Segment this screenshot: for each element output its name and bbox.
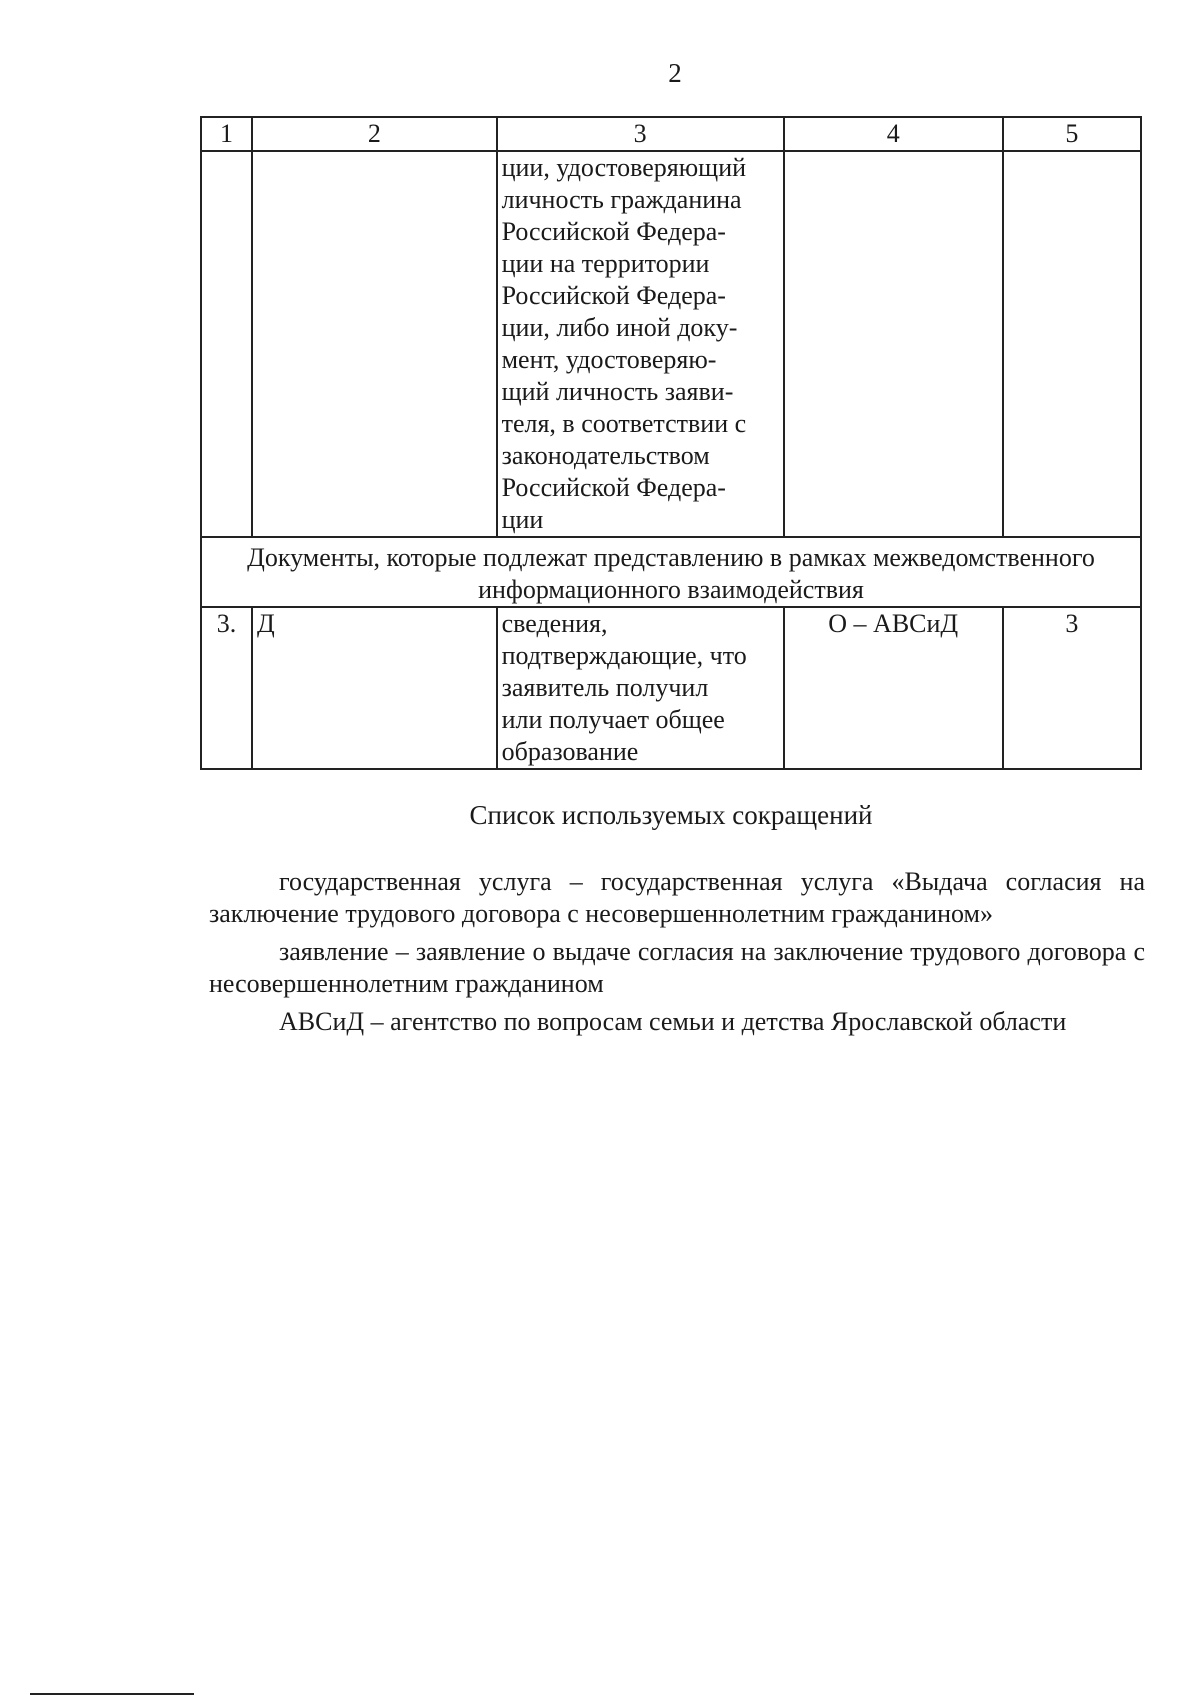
header-cell-5: 5 <box>1003 117 1141 151</box>
continuation-cell-1 <box>201 151 252 537</box>
section-heading: Документы, которые подлежат представлению в рамках межведомственного информационного взаимодействия <box>201 537 1141 607</box>
scan-artifact-line <box>30 1693 194 1695</box>
continuation-cell-4 <box>784 151 1003 537</box>
documents-table <box>200 116 1142 770</box>
header-cell-1: 1 <box>201 117 252 151</box>
table-row <box>201 607 1141 769</box>
abbreviation-item: АВСиД – агентство по вопросам семьи и детства Ярославской области <box>279 1007 1067 1036</box>
abbreviations-title: Список используемых сокращений <box>469 800 873 830</box>
row-number: 3. <box>201 607 252 769</box>
row-cell-5: 3 <box>1003 607 1141 769</box>
page-number: 2 <box>668 58 682 88</box>
abbreviations-list <box>209 866 1145 1044</box>
header-cell-3: 3 <box>497 117 784 151</box>
row-cell-3: сведения, подтверждающие, что заявитель получил или получает общее образование <box>497 607 784 769</box>
header-cell-4: 4 <box>784 117 1003 151</box>
header-cell-2: 2 <box>252 117 497 151</box>
row-cell-4: О – АВСиД <box>784 607 1003 769</box>
continuation-cell-2 <box>252 151 497 537</box>
abbreviation-item: государственная услуга – государственная услуга «Выдача согласия на заключение трудового договора с несовершеннолетним гражданином» <box>209 867 1145 928</box>
table-section-heading-row <box>201 537 1141 607</box>
continuation-cell-3: ции, удостоверяющий личность гражданина Российской Федера- ции на территории Российской Федера- ции, либо иной доку- мент, удостоверяю- щий личность заяви- теля, в соответствии с законодательством Российской Федера- ции <box>497 151 784 537</box>
abbreviation-item: заявление – заявление о выдаче согласия на заключение трудового договора с несовершеннолетним гражданином <box>209 937 1145 998</box>
table-header-row <box>201 117 1141 151</box>
table-row-continuation <box>201 151 1141 537</box>
row-cell-2: Д <box>252 607 497 769</box>
continuation-cell-5 <box>1003 151 1141 537</box>
